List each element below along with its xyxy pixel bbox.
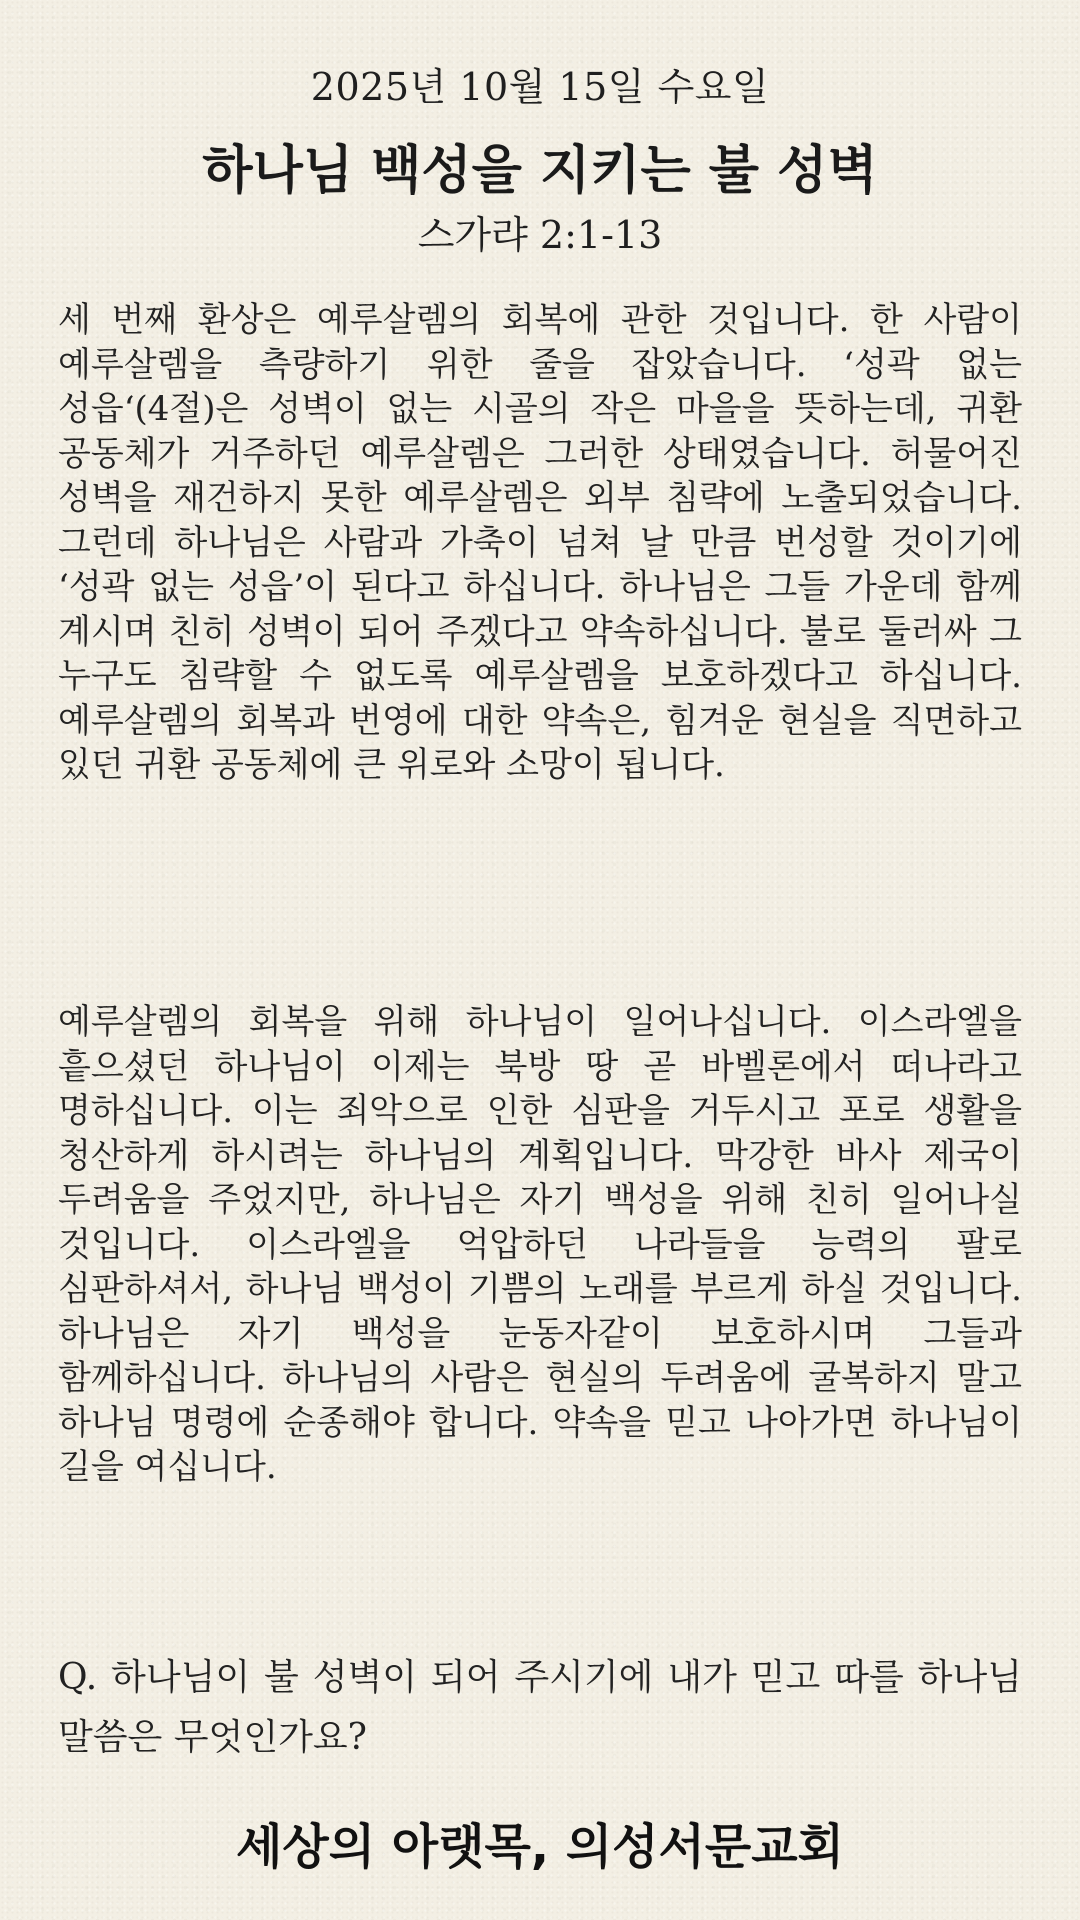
page-title: 하나님 백성을 지키는 불 성벽 [202,141,878,201]
date-heading: 2025년 10월 15일 수요일 [310,65,770,109]
church-signature: 세상의 아랫목, 의성서문교회 [235,1819,845,1875]
body-paragraph-2: 예루살렘의 회복을 위해 하나님이 일어나십니다. 이스라엘을 흩으셨던 하나님이 이제는 북방 땅 곧 바벨론에서 떠나라고 명하십니다. 이는 죄악으로 인한 심판을 거두시고 포로 생활을 청산하게 하시려는 하나님의 계획입니다. 막강한 바사 제국이 두려움을 주었지만, 하나님은 자기 백성을 위해 친히 일어나실 것입니다. 이스라엘을 억압하던 나라들을 능력의 팔로 심판하셔서, 하나님 백성이 기쁨의 노래를 부르게 하실 것입니다. 하나님은 자기 백성을 눈동자같이 보호하시며 그들과 함께하십니다. 하나님의 사람은 현실의 두려움에 굴복하지 말고 하나님 명령에 순종해야 합니다. 약속을 믿고 나아가면 하나님이 길을 여십니다. [58,1002,1022,1487]
body-paragraph-1: 세 번째 환상은 예루살렘의 회복에 관한 것입니다. 한 사람이 예루살렘을 측량하기 위한 줄을 잡았습니다. ‘성곽 없는 성읍‘(4절)은 성벽이 없는 시골의 작은 마을을 뜻하는데, 귀환 공동체가 거주하던 예루살렘은 그러한 상태였습니다. 허물어진 성벽을 재건하지 못한 예루살렘은 외부 침략에 노출되었습니다. 그런데 하나님은 사람과 가축이 넘쳐 날 만큼 번성할 것이기에 ‘성곽 없는 성읍’이 된다고 하십니다. 하나님은 그들 가운데 함께 계시며 친히 성벽이 되어 주겠다고 약속하십니다. 불로 둘러싸 그 누구도 침략할 수 없도록 예루살렘을 보호하겠다고 하십니다. 예루살렘의 회복과 번영에 대한 약속은, 힘겨운 현실을 직면하고 있던 귀환 공동체에 큰 위로와 소망이 됩니다. [58,300,1022,785]
scripture-reference: 스가랴 2:1-13 [417,213,663,257]
reflection-question: Q. 하나님이 불 성벽이 되어 주시기에 내가 믿고 따를 하나님 말씀은 무엇인가요? [58,1657,1022,1758]
